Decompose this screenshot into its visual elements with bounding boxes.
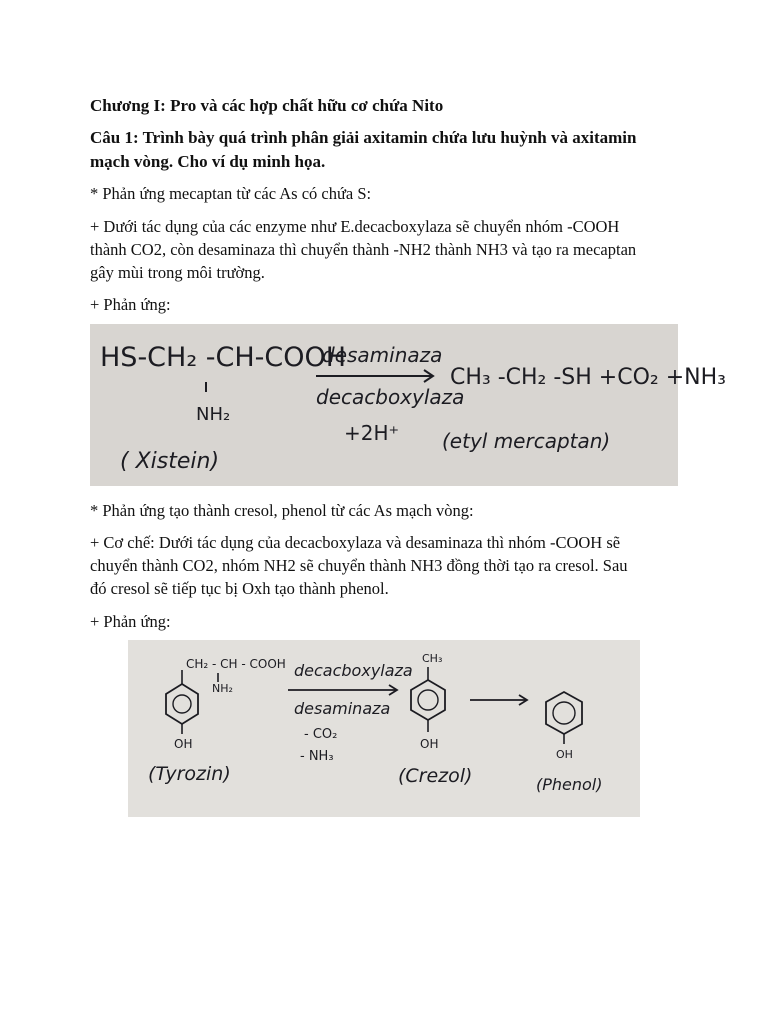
aromatic-circle-icon	[173, 695, 191, 713]
reaction2-loss1: - CO₂	[304, 727, 338, 742]
section2-body-line3: đó cresol sẽ tiếp tục bị Oxh tạo thành phenol.	[90, 579, 389, 598]
aromatic-circle-icon	[418, 690, 438, 710]
section1-reaction-label: + Phản ứng:	[90, 295, 171, 314]
chapter-heading: Chương I: Pro và các hợp chất hữu cơ chứa Nito	[90, 96, 444, 115]
reaction2-enzyme-bottom: desaminaza	[294, 699, 391, 718]
reaction1-extra: +2H⁺	[344, 421, 400, 445]
section2-body-line1: + Cơ chế: Dưới tác dụng của decacboxylaza và desaminaza thì nhóm -COOH sẽ	[90, 533, 621, 552]
reaction1-photo	[90, 324, 726, 486]
reaction2-name2: (Crezol)	[398, 765, 473, 787]
section2-title: * Phản ứng tạo thành cresol, phenol từ các As mạch vòng:	[90, 501, 474, 520]
reaction1-enzyme-top: desaminaza	[322, 343, 443, 367]
reaction1-branch: NH₂	[196, 404, 231, 425]
benzene-ring-icon	[166, 684, 198, 724]
section1-body-line3: gây mùi trong môi trường.	[90, 263, 265, 282]
reaction2-name1: (Tyrozin)	[148, 763, 231, 785]
benzene-ring-icon	[411, 680, 445, 720]
reaction2-photo	[128, 640, 640, 817]
reaction1-reactant-name: ( Xistein)	[120, 449, 220, 474]
reaction2-enzyme-top: decacboxylaza	[294, 661, 413, 680]
reaction2-name3: (Phenol)	[536, 775, 603, 794]
aromatic-circle-icon	[553, 702, 575, 724]
reaction1-enzyme-bottom: decacboxylaza	[316, 385, 465, 409]
section1-body-line1: + Dưới tác dụng của các enzyme như E.decacboxylaza sẽ chuyển nhóm -COOH	[90, 217, 620, 236]
reaction2-side-branch: NH₂	[212, 682, 233, 695]
reaction2-side-chain: CH₂ - CH - COOH	[186, 657, 286, 671]
reaction2-oh1: OH	[174, 737, 193, 751]
reaction2-loss2: - NH₃	[300, 749, 334, 764]
reaction1-product: CH₃ -CH₂ -SH +CO₂ +NH₃	[450, 365, 726, 390]
reaction2-oh3: OH	[556, 748, 573, 761]
reaction2-oh2: OH	[420, 737, 439, 751]
benzene-ring-icon	[546, 692, 582, 734]
reaction1-reactant: HS-CH₂ -CH-COOH	[100, 342, 347, 373]
question-heading-line2: mạch vòng. Cho ví dụ minh họa.	[90, 152, 326, 171]
section2-reaction-label: + Phản ứng:	[90, 612, 171, 631]
question-heading-line1: Câu 1: Trình bày quá trình phân giải axitamin chứa lưu huỳnh và axitamin	[90, 128, 637, 147]
reaction2-methyl: CH₃	[422, 652, 443, 665]
section1-title: * Phản ứng mecaptan từ các As có chứa S:	[90, 184, 372, 203]
section1-body-line2: thành CO2, còn desaminaza thì chuyển thành -NH2 thành NH3 và tạo ra mecaptan	[90, 240, 637, 259]
section2-body-line2: chuyển thành CO2, nhóm NH2 sẽ chuyển thành NH3 đồng thời tạo ra cresol. Sau	[90, 556, 628, 575]
reaction1-product-name: (etyl mercaptan)	[442, 429, 611, 453]
